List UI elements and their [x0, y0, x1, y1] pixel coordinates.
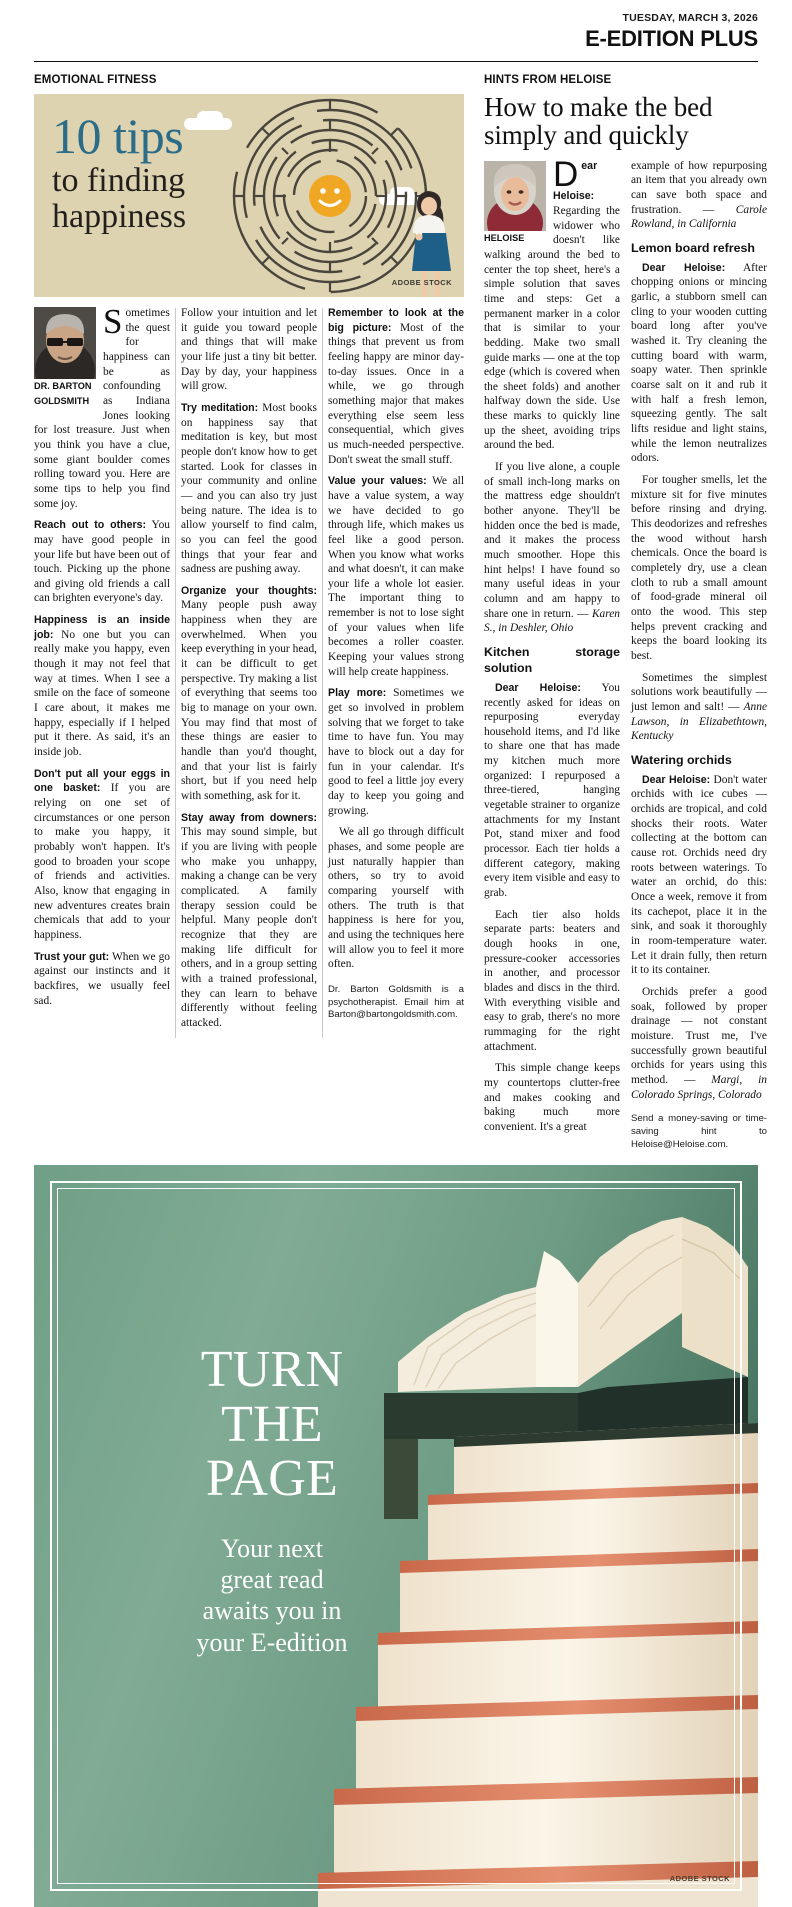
- body-paragraph: For tougher smells, let the mixture sit for five minutes before rinsing and drying. This deodorizes and refreshes the wood without harsh chemicals. Once the board is completely dry, use a clean cloth to rub a small amount of food-grade mineral oil onto the wood. This step helps prevent cracking and keeps the board looking its best.: [631, 474, 767, 662]
- heloise-subhead: Lemon board refresh: [631, 240, 755, 255]
- hero-headline-line1: 10 tips: [52, 108, 184, 164]
- heloise-subhead: Kitchen storage solution: [484, 644, 620, 675]
- paragraph-lead-in: Reach out to others:: [34, 519, 147, 532]
- body-paragraph: Value your values: We all have a value system, a way we have decided to go through life, which makes us feel like a good person. When you know what works and what doesn't, it can make your life a whole lot easier. The important thing to remember is not to lose sight of your values when life becomes a roller coaster. Keeping your values strong will help create happiness.: [328, 475, 464, 678]
- body-paragraph: Don't put all your eggs in one basket: If you are relying on one set of circumstances or one person to make you happy, it probably won't happen. It's good to broaden your scope of friends and activities. Also, know that engaging in new adventures creates brain chemicals that add to your happiness.: [34, 767, 170, 941]
- ad-headline-line2: THE: [221, 1395, 323, 1453]
- article-column-3: [328, 306, 464, 1038]
- article-byline-note: Dr. Barton Goldsmith is a psychotherapist. Email him at Barton@bartongoldsmith.com.: [328, 983, 464, 1021]
- paragraph-lead-in: Organize your thoughts:: [181, 584, 317, 597]
- paragraph-lead-in: Value your values:: [328, 475, 427, 488]
- ad-subtext-line3: awaits you in: [202, 1596, 342, 1626]
- cloud-icon: [197, 111, 223, 124]
- heloise-columns: [484, 154, 767, 1152]
- heloise-photo: [484, 161, 546, 231]
- body-paragraph: Dear Heloise: You recently asked for ideas on repurposing everyday household items, and I'd like to share one that has made my kitchen much more organized: I repurposed a three-tiered, hanging vegetable strainer to organize attachments for my Instant Pot, stand mixer and food processor. Each tier holds a different category, making every item visible and easy to grab.: [484, 681, 620, 900]
- column-divider: [322, 308, 323, 1038]
- ad-headline-line1: TURN: [200, 1341, 344, 1399]
- heloise-name: HELOISE: [484, 232, 525, 243]
- ad-headline-line3: PAGE: [205, 1450, 339, 1508]
- paragraph-lead-in: Play more:: [328, 687, 387, 700]
- hero-illustration: [34, 94, 464, 297]
- paragraph-lead-in: Don't put all your eggs in one basket:: [34, 767, 170, 795]
- letter-signature: Carole Rowland, in California: [631, 203, 767, 231]
- section-kicker-emotional-fitness: EMOTIONAL FITNESS: [34, 74, 157, 86]
- heloise-package: [484, 74, 767, 1151]
- author-mug: [34, 307, 96, 408]
- author-name: DR. BARTON GOLDSMITH: [34, 381, 92, 406]
- heloise-column-2: [631, 159, 767, 1152]
- paragraph-lead-in: Remember to look at the big picture:: [328, 307, 464, 334]
- article-column-2: [181, 306, 317, 1038]
- lede-paragraph: HELOISE Dear Heloise: Regarding the widower who doesn't like walking around the bed to center the top sheet, here's a simple solution that saves time and steps: Get a permanent marker in a color that is similar to your bedding. Make two small guide marks — one at the top edge (which is covered when the sheet folds) and another halfway down the side. Use these marks to quickly line up the sheet, avoiding trips around the bed.: [484, 154, 620, 452]
- body-paragraph: Play more: Sometimes we get so involved in problem solving that we forget to take time to have fun. You may have to block out a day for fun in your calendar. It's good to feel a little joy every day to keep you going and growing.: [328, 687, 464, 817]
- body-paragraph: Organize your thoughts: Many people push away happiness when they are overwhelmed. When you keep everything in your head, it can be difficult to get perspective. Try making a list of everything that seems too big to manage on your own. You may find that most of these things are easier to handle than you'd thought, and that your list is fairly short, but if you need help with something, ask for it.: [181, 584, 317, 802]
- smiley-face-icon: [309, 175, 351, 217]
- masthead-title: E-EDITION PLUS: [585, 26, 758, 51]
- page-body: [34, 74, 767, 1151]
- body-paragraph: Dear Heloise: After chopping onions or mincing garlic, a stubborn smell can cling to your wooden cutting board long after you've washed it. Try cleaning the cutting board with warm, soapy water. Then sprinkle coarse salt on it and rub it with half a fresh lemon, squeezing gently. The salt lifts residue and light stains, while the lemon neutralizes odors.: [631, 261, 767, 465]
- body-paragraph: Trust your gut: When we go against our instincts and it backfires, we usually feel sad.: [34, 950, 170, 1007]
- turn-the-page-advertisement[interactable]: [34, 1165, 758, 1907]
- emotional-fitness-package: [34, 74, 464, 1151]
- paragraph-lead-in: Dear Heloise:: [495, 681, 581, 694]
- body-paragraph: Orchids prefer a good soak, followed by proper drainage — not constant moisture. Trust me, I've successfully grown beautiful orchids for years using this method. — Margi, in Colorado Springs, Colorado: [631, 985, 767, 1101]
- body-paragraph: Reach out to others: You may have good people in your life but have been out of touch. Picking up the phone and giving old friends a call can brighten everyone's day.: [34, 519, 171, 605]
- body-paragraph: Sometimes the simplest solutions work beautifully — just lemon and salt! — Anne Lawson, in Elizabethtown, Kentucky: [631, 671, 767, 743]
- heloise-headline: [484, 94, 767, 150]
- body-paragraph: Each tier also holds separate parts: beaters and dough hooks in one, pressure-cooker accessories in another, and processor blades and discs in the third. With everything visible and easy to grab, there's no more rummaging for the right attachment.: [484, 908, 620, 1053]
- paragraph-lead-in: Dear Heloise:: [642, 261, 726, 274]
- masthead-date: TUESDAY, MARCH 3, 2026: [622, 12, 758, 24]
- headline-line1: How to make the bed: [484, 92, 713, 122]
- article-columns: [34, 302, 464, 1038]
- ad-subtext-line2: great read: [220, 1565, 324, 1595]
- paragraph-lead-in: Dear Heloise:: [553, 154, 598, 203]
- hero-headline-line3: happiness: [52, 198, 187, 236]
- heloise-mug: [484, 161, 546, 246]
- article-column-1: [34, 302, 171, 1038]
- letter-signature: Anne Lawson, in Elizabethtown, Kentucky: [631, 700, 767, 743]
- body-paragraph: Stay away from downers: This may sound simple, but if you are living with people who make you unhappy, making a change can be very complicated. A family therapy session could be helpful. Many people don't recognize that they are making life difficult for others, and in a group setting with a trained professional, they can learn to behave differently without feeling attacked.: [181, 811, 317, 1029]
- letter-signature: Margi, in Colorado Springs, Colorado: [631, 1073, 767, 1101]
- ad-subtext-line1: Your next: [220, 1533, 324, 1563]
- paragraph-lead-in: Stay away from downers:: [181, 811, 317, 824]
- body-paragraph: Dear Heloise: Don't water orchids with ice cubes — orchids are tropical, and cold shocks their roots. Water collecting at the bottom can cause rot. Orchids need dry roots between waterings. To water an orchid, do this: Once a week, remove it from its cachepot, place it in the sink, and soak it thoroughly in room-temperature water. Let it drain fully, then return it to its container.: [631, 773, 767, 977]
- body-paragraph: Happiness is an inside job: No one but you can really make you happy, even though it may not feel that way at times. When I see a smile on the face of someone I care about, it makes me happy, especially if I helped put it there. As said, it's an inside job.: [34, 614, 170, 759]
- letter-signature: Karen S., in Deshler, Ohio: [484, 607, 620, 635]
- paragraph-lead-in: Trust your gut:: [34, 950, 110, 963]
- section-kicker-heloise: HINTS FROM HELOISE: [484, 74, 612, 86]
- hero-photo-credit: ADOBE STOCK: [391, 278, 452, 287]
- paragraph-lead-in: Try meditation:: [181, 401, 259, 414]
- body-paragraph: Follow your intuition and let it guide you toward people and things that will make your life just a tiny bit better. Day by day, your happiness will grow.: [181, 307, 317, 393]
- body-paragraph: Try meditation: Most books on happiness say that meditation is key, but most people don't know how to get started. Look for classes in your community and online — and you can also try just being nature. The idea is to allow yourself to find calm, so you can feel the good things that your fear and sadness are pushing away.: [181, 401, 317, 576]
- body-paragraph: We all go through difficult phases, and some people are just naturally happier than others, so try to avoid comparing yourself with others. The truth is that happiness is here for you, and using the techniques here will allow you to feel it more often.: [328, 826, 464, 971]
- paragraph-lead-in: Happiness is an inside job:: [34, 614, 170, 641]
- headline-line2: simply and quickly: [484, 119, 689, 150]
- hero-headline: [52, 108, 187, 236]
- ad-copy: [152, 1343, 392, 1658]
- lede-paragraph: DR. BARTON GOLDSMITH Sometimes the quest for happiness can be as confounding as Indiana Jones looking for lost treasure. Just when you think you have a clue, some giant boulder comes rolling toward you. Here are some tips to help you find some joy.: [34, 302, 170, 510]
- ad-subtext-line4: your E-edition: [196, 1627, 348, 1657]
- body-paragraph: example of how repurposing an item that you already own can save both space and frustration. — Carole Rowland, in California: [631, 159, 767, 231]
- paragraph-lead-in: Dear Heloise:: [642, 773, 711, 786]
- body-paragraph: This simple change keeps my countertops clutter-free and makes cooking and baking much more convenient. It's a great: [484, 1062, 620, 1133]
- hero-headline-line2: to finding: [52, 162, 186, 199]
- heloise-subhead: Watering orchids: [631, 752, 732, 767]
- masthead: [34, 0, 758, 52]
- column-divider: [175, 308, 176, 1038]
- heloise-column-1: [484, 154, 620, 1152]
- ad-photo-credit: ADOBE STOCK: [669, 1874, 730, 1884]
- masthead-divider: [34, 61, 758, 62]
- heloise-footer-note: Send a money-saving or time-saving hint to Heloise@Heloise.com.: [631, 1113, 767, 1150]
- body-paragraph: If you live alone, a couple of small inch-long marks on the mattress edge shouldn't bother anyone. They'll be hidden once the bed is made, and it makes the process much smoother. Hope this hint helps! I have found so many useful ideas in your column and am happy to share one in return. — Karen S., in Deshler, Ohio: [484, 461, 620, 635]
- author-photo: [34, 307, 96, 379]
- body-paragraph: Remember to look at the big picture: Most of the things that prevent us from feeling happy are minor day-to-day issues. Once in a while, we go through something major that makes everything else seem less consequential, which gives us much-needed perspective. Don't sweat the small stuff.: [328, 307, 464, 466]
